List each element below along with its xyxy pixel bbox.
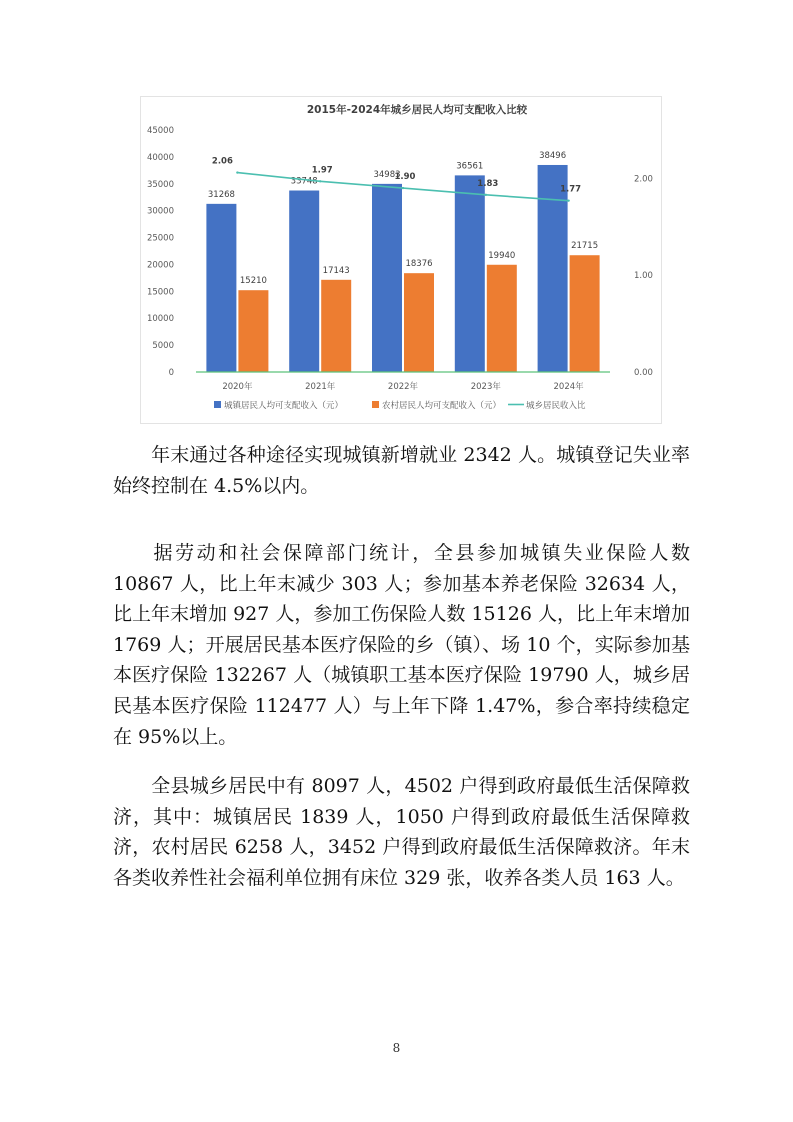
bar-urban xyxy=(289,191,319,372)
bar-urban xyxy=(372,184,402,372)
bar-rural xyxy=(321,280,351,372)
y-tick-label: 0 xyxy=(168,368,174,378)
data-label-urban: 33748 xyxy=(290,176,318,187)
ratio-point xyxy=(485,194,487,196)
x-tick-label: 2022年 xyxy=(387,382,419,392)
ratio-point xyxy=(567,199,569,201)
y2-tick-label: 2.00 xyxy=(634,174,653,185)
data-label-rural: 21715 xyxy=(571,241,599,252)
paragraph-welfare-text: 全县城乡居民中有 8097 人，4502 户得到政府最低生活保障救济，其中：城镇居民 1839 人，1050 户得到政府最低生活保障救济，农村居民 6258 人，3452 户得到政府最低生活保障救济。年末各类收养性社会福利单位拥有床位 329 张，收养各类人员 163 人。 xyxy=(113,775,690,889)
x-tick-label: 2023年 xyxy=(470,382,501,392)
y-tick-label: 30000 xyxy=(146,206,174,217)
x-tick-label: 2021年 xyxy=(305,382,336,392)
bar-rural xyxy=(238,290,268,372)
y-tick-label: 15000 xyxy=(146,287,174,298)
data-label-rural: 19940 xyxy=(488,250,516,261)
ratio-data-label: 1.83 xyxy=(477,178,499,189)
income-chart-svg xyxy=(140,96,662,424)
legend-swatch xyxy=(214,401,221,408)
bar-urban xyxy=(538,165,568,372)
data-label-urban: 31268 xyxy=(207,189,235,200)
bar-rural xyxy=(404,273,434,372)
data-label-urban: 34983 xyxy=(373,169,401,180)
ratio-data-label: 1.90 xyxy=(394,172,416,183)
y-tick-label: 40000 xyxy=(146,152,174,163)
paragraph-welfare xyxy=(113,771,690,893)
x-tick-label: 2024年 xyxy=(553,382,584,392)
paragraph-employment-text: 年末通过各种途径实现城镇新增就业 2342 人。城镇登记失业率始终控制在 4.5%以内。 xyxy=(113,444,690,497)
paragraph-social-insurance xyxy=(113,538,690,752)
y-tick-label: 25000 xyxy=(146,233,174,244)
income-chart xyxy=(140,96,662,424)
legend-label: 城镇居民人均可支配收入（元） xyxy=(224,401,344,411)
page-number: 8 xyxy=(392,1041,401,1055)
ratio-data-label: 2.06 xyxy=(211,156,233,167)
legend-label: 城乡居民收入比 xyxy=(526,401,586,411)
legend-label: 农村居民人均可支配收入（元） xyxy=(382,401,502,411)
y-tick-label: 5000 xyxy=(152,341,174,352)
ratio-point xyxy=(319,180,321,182)
data-label-rural: 17143 xyxy=(322,265,350,276)
y-tick-label: 10000 xyxy=(146,314,174,325)
y-tick-label: 20000 xyxy=(146,260,174,271)
ratio-data-label: 1.77 xyxy=(560,184,582,195)
bar-rural xyxy=(487,265,517,372)
data-label-urban: 36561 xyxy=(456,161,484,172)
data-label-rural: 18376 xyxy=(405,259,433,270)
chart-title: 2015年-2024年城乡居民人均可支配收入比较 xyxy=(306,104,528,116)
ratio-point xyxy=(236,171,238,173)
bar-urban xyxy=(206,204,236,372)
ratio-data-label: 1.97 xyxy=(311,165,333,176)
y-tick-label: 45000 xyxy=(146,126,174,136)
paragraph-employment xyxy=(113,440,690,501)
legend-swatch xyxy=(372,401,379,408)
data-label-rural: 15210 xyxy=(239,276,267,287)
bar-urban xyxy=(455,175,485,372)
paragraph-social-insurance-text: 据劳动和社会保障部门统计，全县参加城镇失业保险人数 10867 人，比上年末减少 303 人；参加基本养老保险 32634 人，比上年末增加 927 人，参加工伤保险人数 15126 人，比上年末增加 1769 人；开展居民基本医疗保险的乡（镇）、场 10 个，实际参加基本医疗保险 132267 人（城镇职工基本医疗保险 19790 人，城乡居民基本医疗保险 112477 人）与上年下降 1.47%，参合率持续稳定在 95%以上。 xyxy=(113,542,690,748)
y2-tick-label: 1.00 xyxy=(634,271,653,282)
y2-tick-label: 0.00 xyxy=(634,368,653,378)
data-label-urban: 38496 xyxy=(539,150,567,161)
ratio-point xyxy=(402,187,404,189)
y-tick-label: 35000 xyxy=(146,179,174,190)
x-tick-label: 2020年 xyxy=(222,382,253,392)
bar-rural xyxy=(570,255,600,372)
